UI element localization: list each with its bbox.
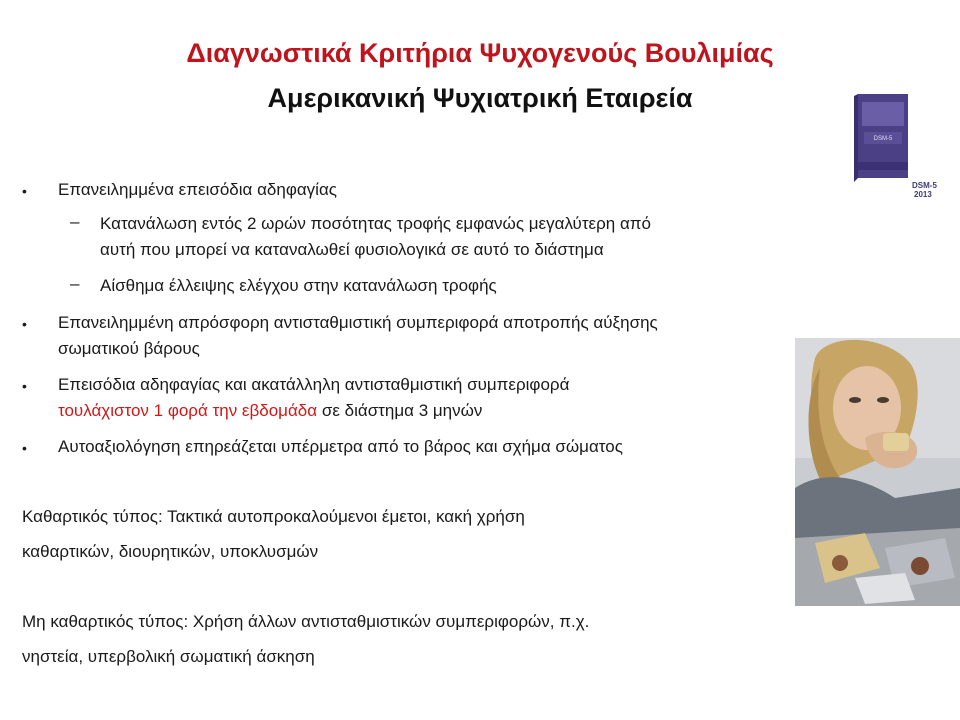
bullet-2-line2: σωματικού βάρους bbox=[58, 339, 200, 358]
bullet-marker: • bbox=[22, 183, 27, 199]
book-year: 2013 bbox=[914, 190, 932, 199]
bullet-marker: • bbox=[22, 440, 27, 456]
bullet-1-text: Επανειλημμένα επεισόδια αδηφαγίας bbox=[58, 180, 337, 199]
subitem-2-line1: Αίσθημα έλλειψης ελέγχου στην κατανάλωση τροφής bbox=[100, 276, 497, 295]
bullet-marker: • bbox=[22, 378, 27, 394]
bullet-3-line1: Επεισόδια αδηφαγίας και ακατάλληλη αντισταθμιστική συμπεριφορά bbox=[58, 375, 570, 394]
bullet-3-line2-rest: σε διάστημα 3 μηνών bbox=[317, 401, 483, 420]
subitem-1-line2: αυτή που μπορεί να καταναλωθεί φυσιολογικά σε αυτό το διάστημα bbox=[100, 240, 604, 259]
nonpurging-line1: Μη καθαρτικός τύπος: Χρήση άλλων αντισταθμιστικών συμπεριφορών, π.χ. bbox=[22, 612, 590, 631]
frequency-highlight: τουλάχιστον 1 φορά την εβδομάδα bbox=[58, 401, 318, 420]
subitem-1-line1: Κατανάλωση εντός 2 ωρών ποσότητας τροφής εμφανώς μεγαλύτερη από bbox=[100, 214, 651, 233]
purging-line2: καθαρτικών, διουρητικών, υποκλυσμών bbox=[22, 542, 319, 561]
bullet-4-line1: Αυτοαξιολόγηση επηρεάζεται υπέρμετρα από το βάρος και σχήμα σώματος bbox=[58, 437, 623, 456]
dash-marker: – bbox=[70, 212, 80, 231]
purging-line1: Καθαρτικός τύπος: Τακτικά αυτοπροκαλούμενοι έμετοι, κακή χρήση bbox=[22, 507, 525, 526]
woman-eating-photo bbox=[795, 338, 960, 606]
slide-subtitle: Αμερικανική Ψυχιατρική Εταιρεία bbox=[267, 83, 693, 113]
book-label: DSM-5 bbox=[912, 181, 937, 190]
slide-title: Διαγνωστικά Κριτήρια Ψυχογενούς Βουλιμίας bbox=[186, 38, 774, 68]
svg-text:DSM-5: DSM-5 bbox=[873, 136, 893, 142]
nonpurging-line2: νηστεία, υπερβολική σωματική άσκηση bbox=[22, 647, 315, 666]
dash-marker: – bbox=[70, 274, 80, 293]
bullet-3-line2 bbox=[58, 399, 482, 423]
bullet-2-line1: Επανειλημμένη απρόσφορη αντισταθμιστική συμπεριφορά αποτροπής αύξησης bbox=[58, 313, 658, 332]
bullet-marker: • bbox=[22, 316, 27, 332]
dsm5-book-image bbox=[848, 92, 937, 202]
